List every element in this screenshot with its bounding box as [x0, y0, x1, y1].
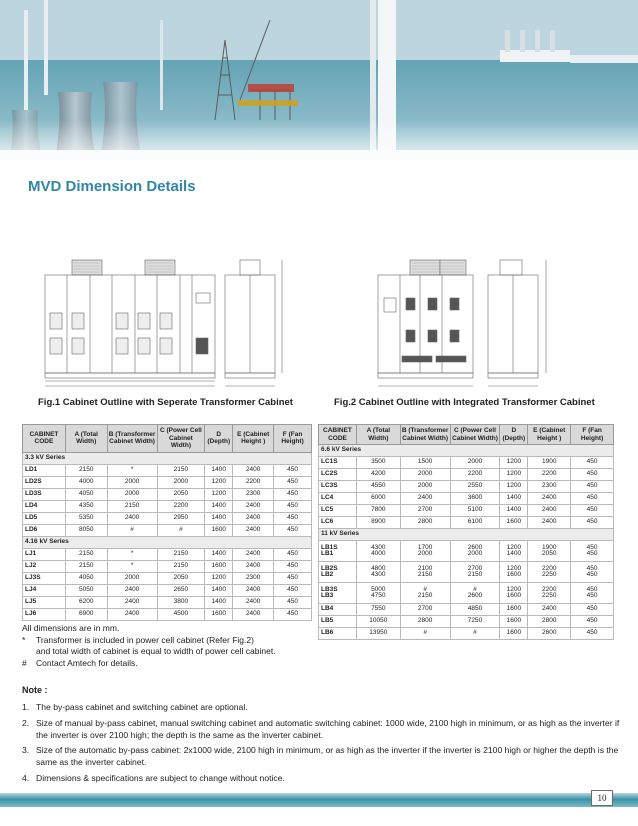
note-star-text: Transformer is included in power cell cabinet (Refer Fig.2)	[36, 634, 254, 645]
table-cell: 2000	[107, 572, 157, 584]
table-cell: 450	[571, 616, 614, 628]
table-cell: 2800	[400, 616, 450, 628]
table-cell: 450	[571, 469, 614, 481]
table-cell: 2400	[233, 524, 274, 536]
table-cell: 2000	[107, 488, 157, 500]
note-text: Size of the automatic by-pass cabinet: 2x1000 wide, 2100 high in minimum, or as high as the inverter if the inverter is 2100 high or higher the depth is the same as the inverter cabinet.	[36, 745, 619, 768]
note-number: 3.	[22, 745, 30, 756]
figure-2-drawing	[370, 258, 580, 395]
cabinet-code-cell: LC5	[319, 505, 357, 517]
table-row	[23, 488, 312, 500]
cabinet-code-cell: LD5	[23, 512, 66, 524]
table-cell: 2300	[233, 488, 274, 500]
table-row	[319, 616, 614, 628]
col-header-f: F (Fan Height)	[274, 425, 312, 453]
table-cell: 7550	[356, 604, 400, 616]
note-item	[22, 773, 622, 785]
table-cell: 2000	[400, 481, 450, 493]
banner-fade	[0, 120, 638, 168]
cabinet-code-cell: LB1S LB1	[319, 541, 357, 562]
series-row	[23, 536, 312, 548]
table-cell: 1600	[500, 517, 528, 529]
table-row	[319, 457, 614, 469]
series-row	[23, 452, 312, 464]
table-cell: #	[400, 628, 450, 640]
table-row	[23, 584, 312, 596]
table-cell: 2400	[233, 608, 274, 620]
col-header-e: E (Cabinet Height )	[528, 425, 571, 445]
table-cell: 2400	[400, 493, 450, 505]
table-cell: 2400	[528, 505, 571, 517]
table-cell: 2600 2000	[450, 541, 500, 562]
table-body-right	[319, 445, 614, 640]
table-row	[23, 500, 312, 512]
table-cell: 5050	[65, 584, 107, 596]
table-cell: 6000	[356, 493, 400, 505]
table-cell: 2800	[528, 616, 571, 628]
table-cell: #	[450, 628, 500, 640]
cabinet-code-cell: LB4	[319, 604, 357, 616]
table-cell: 1400	[205, 584, 233, 596]
page-title: MVD Dimension Details	[28, 178, 196, 195]
note-text: Size of manual by-pass cabinet, manual switching cabinet and automatic switching cabinet: 1000 wide, 2100 high in minimum, or as high as the inverter if the inverter is over 2100 high; the depth is the same as the inverter cabinet.	[36, 717, 620, 740]
table-cell: 4050	[65, 488, 107, 500]
table-cell: 1400	[205, 548, 233, 560]
table-cell: 1600	[500, 616, 528, 628]
col-header-f: F (Fan Height)	[571, 425, 614, 445]
col-header-b: B (Transformer Cabinet Width)	[107, 425, 157, 453]
series-label: 11 kV Series	[319, 529, 614, 541]
header-banner	[0, 0, 638, 168]
table-cell: 1400	[205, 596, 233, 608]
cabinet-code-cell: LD4	[23, 500, 66, 512]
table-cell: 450	[274, 488, 312, 500]
cabinet-code-cell: LD6	[23, 524, 66, 536]
table-notes	[22, 623, 312, 669]
table-body-left	[23, 452, 312, 620]
note-dimensions-unit: All dimensions are in mm.	[22, 623, 120, 633]
footer-band	[0, 793, 638, 807]
table-cell: 10050	[356, 616, 400, 628]
table-cell: 450	[274, 476, 312, 488]
note-hash	[22, 658, 312, 670]
table-cell: 8900	[356, 517, 400, 529]
table-cell: 2700	[400, 604, 450, 616]
table-cell: 4800 4300	[356, 562, 400, 583]
table-cell: 450	[274, 572, 312, 584]
table-row	[319, 604, 614, 616]
table-row	[319, 481, 614, 493]
table-cell: 2950	[157, 512, 205, 524]
table-row	[23, 596, 312, 608]
col-header-c: C (Power Cell Cabinet Width)	[157, 425, 205, 453]
table-row	[319, 583, 614, 604]
table-cell: 1200	[500, 457, 528, 469]
note-number: 4.	[22, 772, 30, 783]
cabinet-code-cell: LC3S	[319, 481, 357, 493]
cabinet-code-cell: LJ1	[23, 548, 66, 560]
table-cell: #	[157, 524, 205, 536]
dimension-table-right	[318, 424, 614, 640]
table-cell: 2300	[233, 572, 274, 584]
table-cell: 2150	[157, 560, 205, 572]
cabinet-code-cell: LD3S	[23, 488, 66, 500]
table-cell: 2700 2150	[450, 562, 500, 583]
table-cell: 1200	[500, 481, 528, 493]
table-cell: 450 450	[571, 562, 614, 583]
note-list	[22, 702, 622, 789]
note-text: Dimensions & specifications are subject to change without notice.	[36, 772, 285, 783]
cabinet-code-cell: LC4	[319, 493, 357, 505]
table-cell: 1600	[500, 604, 528, 616]
series-row	[319, 445, 614, 457]
cabinet-code-cell: LB3S LB3	[319, 583, 357, 604]
table-cell: 1700 2000	[400, 541, 450, 562]
table-cell: 5100	[450, 505, 500, 517]
table-cell: 1200	[205, 476, 233, 488]
table-row	[23, 572, 312, 584]
table-cell: 2050	[157, 488, 205, 500]
table-cell: 1600	[500, 628, 528, 640]
cabinet-code-cell: LJ4	[23, 584, 66, 596]
cabinet-code-cell: LC6	[319, 517, 357, 529]
table-cell: 2400	[107, 584, 157, 596]
table-cell: 450 450	[571, 541, 614, 562]
cabinet-code-cell: LD2S	[23, 476, 66, 488]
table-cell: # 2600	[450, 583, 500, 604]
table-cell: 1400	[205, 512, 233, 524]
table-cell: 7800	[356, 505, 400, 517]
table-cell: 2800	[400, 517, 450, 529]
note-number: 1.	[22, 702, 30, 712]
table-row	[319, 505, 614, 517]
star-symbol: *	[22, 634, 26, 645]
note-text: The by-pass cabinet and switching cabinet are optional.	[36, 702, 248, 712]
table-cell: 1900	[528, 457, 571, 469]
table-cell: 1600	[205, 560, 233, 572]
table-cell: 450	[571, 628, 614, 640]
table-cell: 450	[571, 505, 614, 517]
table-row	[319, 562, 614, 583]
table-row	[23, 524, 312, 536]
table-cell: 4350	[65, 500, 107, 512]
table-cell: 2700	[400, 505, 450, 517]
table-cell: 8050	[65, 524, 107, 536]
table-cell: 4200	[356, 469, 400, 481]
note-item	[22, 745, 622, 769]
table-cell: 3800	[157, 596, 205, 608]
table-row	[23, 512, 312, 524]
table-cell: 2400	[107, 608, 157, 620]
series-label: 3.3 kV Series	[23, 452, 312, 464]
table-cell: 450	[274, 584, 312, 596]
table-cell: 1200 1400	[500, 541, 528, 562]
table-cell: 2400	[233, 464, 274, 476]
table-cell: 2400	[528, 604, 571, 616]
hash-symbol: #	[22, 657, 27, 668]
table-row	[23, 548, 312, 560]
col-header-code: CABINET CODE	[319, 425, 357, 445]
table-cell: 2150	[65, 548, 107, 560]
table-cell: 2200	[157, 500, 205, 512]
table-cell: 2400	[528, 517, 571, 529]
table-cell: 450	[274, 548, 312, 560]
table-cell: 2600	[528, 628, 571, 640]
table-cell: 450	[571, 457, 614, 469]
table-cell: 450	[571, 604, 614, 616]
series-label: 6.6 kV Series	[319, 445, 614, 457]
cabinet-code-cell: LB5	[319, 616, 357, 628]
cabinet-code-cell: LD1	[23, 464, 66, 476]
figure-1-caption: Fig.1 Cabinet Outline with Seperate Transformer Cabinet	[38, 397, 293, 408]
table-cell: #	[107, 524, 157, 536]
note-star	[22, 635, 312, 647]
table-cell: 2400	[233, 560, 274, 572]
table-cell: 1900 2050	[528, 541, 571, 562]
col-header-d: D (Depth)	[500, 425, 528, 445]
table-cell: 450	[274, 524, 312, 536]
table-cell: 2000	[157, 476, 205, 488]
col-header-code: CABINET CODE	[23, 425, 66, 453]
table-row	[319, 628, 614, 640]
col-header-b: B (Transformer Cabinet Width)	[400, 425, 450, 445]
table-cell: 1200	[500, 469, 528, 481]
table-cell: 2400	[233, 500, 274, 512]
table-cell: 2000	[450, 457, 500, 469]
table-cell: 4850	[450, 604, 500, 616]
table-cell: 450	[274, 500, 312, 512]
table-row	[23, 560, 312, 572]
table-cell: 13950	[356, 628, 400, 640]
table-row	[319, 517, 614, 529]
table-row	[23, 476, 312, 488]
table-cell: 6100	[450, 517, 500, 529]
table-cell: 450	[274, 560, 312, 572]
table-cell: 6200	[65, 596, 107, 608]
table-cell: 2150	[157, 464, 205, 476]
cabinet-code-cell: LB2S LB2	[319, 562, 357, 583]
table-cell: 2400	[107, 596, 157, 608]
table-cell: 2400	[528, 493, 571, 505]
table-cell: 2200 2250	[528, 583, 571, 604]
note-hash-text: Contact Amtech for details.	[36, 657, 138, 668]
table-row	[23, 608, 312, 620]
table-cell: 1400	[500, 493, 528, 505]
table-cell: 2200 2250	[528, 562, 571, 583]
table-cell: 450	[571, 517, 614, 529]
table-cell: *	[107, 560, 157, 572]
note-item	[22, 702, 622, 714]
table-cell: 2150	[157, 548, 205, 560]
cabinet-code-cell: LC1S	[319, 457, 357, 469]
table-cell: 2050	[157, 572, 205, 584]
col-header-c: C (Power Cell Cabinet Width)	[450, 425, 500, 445]
cabinet-code-cell: LB6	[319, 628, 357, 640]
table-cell: 2400	[233, 584, 274, 596]
table-cell: 2200	[233, 476, 274, 488]
cabinet-code-cell: LJ5	[23, 596, 66, 608]
table-cell: 4500	[157, 608, 205, 620]
table-cell: 1200 1600	[500, 562, 528, 583]
cabinet-outline-integrated-transformer	[370, 258, 580, 390]
series-label: 4.16 kV Series	[23, 536, 312, 548]
table-cell: # 2150	[400, 583, 450, 604]
table-row	[319, 541, 614, 562]
table-cell: 4000	[65, 476, 107, 488]
table-cell: *	[107, 548, 157, 560]
figure-1-drawing	[40, 258, 292, 395]
table-row	[23, 464, 312, 476]
page-number: 10	[591, 790, 613, 806]
table-cell: 2400	[107, 512, 157, 524]
table-cell: 450	[274, 608, 312, 620]
table-cell: 2000	[107, 476, 157, 488]
table-cell: 1200	[205, 572, 233, 584]
table-cell: 1400	[500, 505, 528, 517]
table-cell: 450	[571, 481, 614, 493]
table-cell: 450	[571, 493, 614, 505]
figure-2-caption: Fig.2 Cabinet Outline with Integrated Transformer Cabinet	[334, 397, 595, 408]
table-cell: 5000 4750	[356, 583, 400, 604]
table-cell: 4050	[65, 572, 107, 584]
note-star-text-2: and total width of cabinet is equal to width of power cell cabinet.	[36, 646, 276, 656]
table-cell: 4550	[356, 481, 400, 493]
table-cell: 2100 2150	[400, 562, 450, 583]
col-header-d: D (Depth)	[205, 425, 233, 453]
col-header-e: E (Cabinet Height )	[233, 425, 274, 453]
table-cell: 2400	[233, 596, 274, 608]
table-cell: 2150	[65, 464, 107, 476]
note-number: 2.	[22, 717, 30, 728]
table-cell: 2400	[233, 512, 274, 524]
table-cell: 1600	[205, 524, 233, 536]
cabinet-code-cell: LJ6	[23, 608, 66, 620]
cabinet-outline-separate-transformer	[40, 258, 292, 390]
table-cell: 2150	[65, 560, 107, 572]
table-cell: 6900	[65, 608, 107, 620]
table-cell: 2200	[528, 469, 571, 481]
table-cell: 1200 1600	[500, 583, 528, 604]
note-item	[22, 718, 622, 742]
table-cell: 2400	[233, 548, 274, 560]
dimension-table-left	[22, 424, 312, 621]
table-cell: 450	[274, 464, 312, 476]
table-row	[319, 469, 614, 481]
table-cell: 3600	[450, 493, 500, 505]
table-cell: 450	[274, 512, 312, 524]
table-cell: 1500	[400, 457, 450, 469]
table-cell: 5350	[65, 512, 107, 524]
table-row	[319, 493, 614, 505]
note-title: Note :	[22, 685, 48, 695]
cabinet-code-cell: LJ2	[23, 560, 66, 572]
table-cell: 3500	[356, 457, 400, 469]
col-header-a: A (Total Width)	[356, 425, 400, 445]
cabinet-code-cell: LJ3S	[23, 572, 66, 584]
table-cell: 2150	[107, 500, 157, 512]
table-cell: 1400	[205, 500, 233, 512]
table-cell: 2300	[528, 481, 571, 493]
table-cell: 1400	[205, 464, 233, 476]
table-cell: *	[107, 464, 157, 476]
series-row	[319, 529, 614, 541]
col-header-a: A (Total Width)	[65, 425, 107, 453]
table-cell: 4300 4000	[356, 541, 400, 562]
table-cell: 1600	[205, 608, 233, 620]
table-cell: 2650	[157, 584, 205, 596]
cabinet-code-cell: LC2S	[319, 469, 357, 481]
table-cell: 2200	[450, 469, 500, 481]
table-cell: 2000	[400, 469, 450, 481]
table-cell: 1200	[205, 488, 233, 500]
table-cell: 450 450	[571, 583, 614, 604]
table-cell: 450	[274, 596, 312, 608]
table-cell: 7250	[450, 616, 500, 628]
table-cell: 2550	[450, 481, 500, 493]
